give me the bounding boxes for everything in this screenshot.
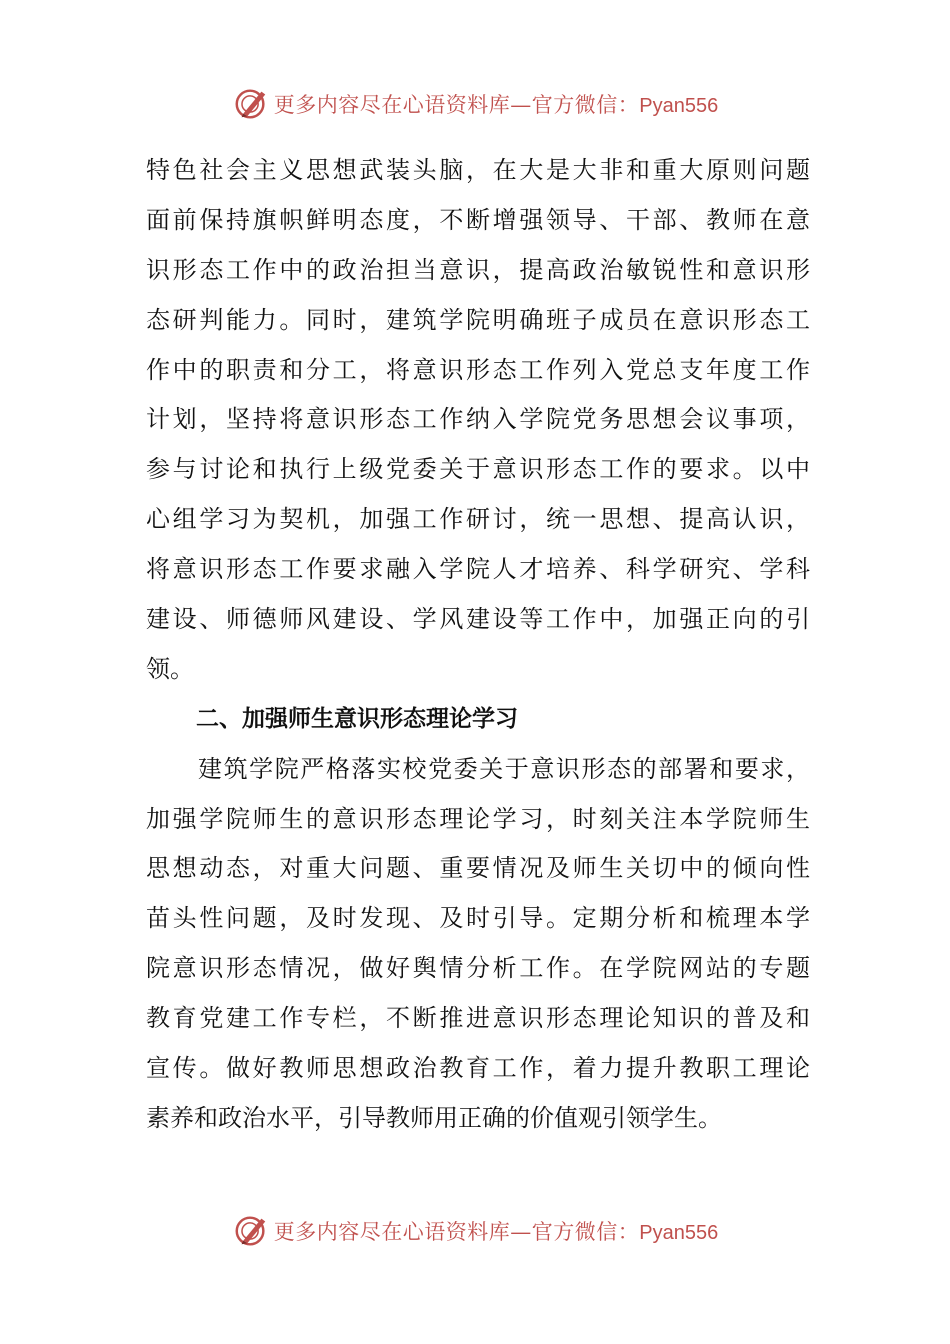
text-line: 院意识形态情况，做好舆情分析工作。在学院网站的专题 — [146, 954, 810, 983]
paragraph-1 — [146, 146, 810, 695]
text-line: 思想动态，对重大问题、重要情况及师生关切中的倾向性 — [146, 854, 810, 883]
text-line: 参与讨论和执行上级党委关于意识形态工作的要求。以中 — [146, 455, 810, 484]
watermark-wechat-handle: Pyan556 — [639, 1222, 719, 1244]
text-line: 教育党建工作专栏，不断推进意识形态理论知识的普及和 — [146, 1004, 810, 1033]
text-line: 领。 — [146, 654, 194, 683]
watermark-text — [274, 89, 718, 119]
document-body — [146, 146, 810, 1144]
text-line: 宣传。做好教师思想政治教育工作，着力提升教职工理论 — [146, 1054, 810, 1083]
text-line: 面前保持旗帜鲜明态度，不断增强领导、干部、教师在意 — [146, 205, 810, 234]
section-heading: 二、加强师生意识形态理论学习 — [196, 705, 518, 732]
watermark-slogan: 更多内容尽在心语资料库—官方微信： — [273, 93, 640, 117]
text-line: 建筑学院严格落实校党委关于意识形态的部署和要求， — [198, 754, 810, 783]
pen-logo-icon — [232, 85, 270, 123]
watermark-wechat-handle: Pyan556 — [639, 95, 719, 117]
text-line: 加强学院师生的意识形态理论学习，时刻关注本学院师生 — [146, 804, 810, 833]
text-line: 识形态工作中的政治担当意识，提高政治敏锐性和意识形 — [146, 255, 810, 284]
text-line: 特色社会主义思想武装头脑，在大是大非和重大原则问题 — [146, 156, 810, 184]
text-line: 心组学习为契机，加强工作研讨，统一思想、提高认识， — [146, 505, 810, 534]
text-line: 计划，坚持将意识形态工作纳入学院党务思想会议事项， — [146, 405, 810, 434]
text-line: 将意识形态工作要求融入学院人才培养、科学研究、学科 — [146, 555, 810, 584]
paragraph-2 — [146, 745, 810, 1144]
pen-logo-icon — [232, 1212, 270, 1250]
text-line: 苗头性问题，及时发现、及时引导。定期分析和梳理本学 — [146, 904, 810, 933]
footer-watermark — [0, 1209, 950, 1253]
text-line: 素养和政治水平，引导教师用正确的价值观引领学生。 — [146, 1103, 722, 1132]
header-watermark — [0, 82, 950, 126]
text-line: 态研判能力。同时，建筑学院明确班子成员在意识形态工 — [146, 305, 810, 334]
text-line: 作中的职责和分工，将意识形态工作列入党总支年度工作 — [146, 355, 810, 384]
watermark-text — [274, 1216, 718, 1246]
watermark-slogan: 更多内容尽在心语资料库—官方微信： — [273, 1220, 640, 1244]
text-line: 建设、师德师风建设、学风建设等工作中，加强正向的引 — [146, 605, 810, 634]
